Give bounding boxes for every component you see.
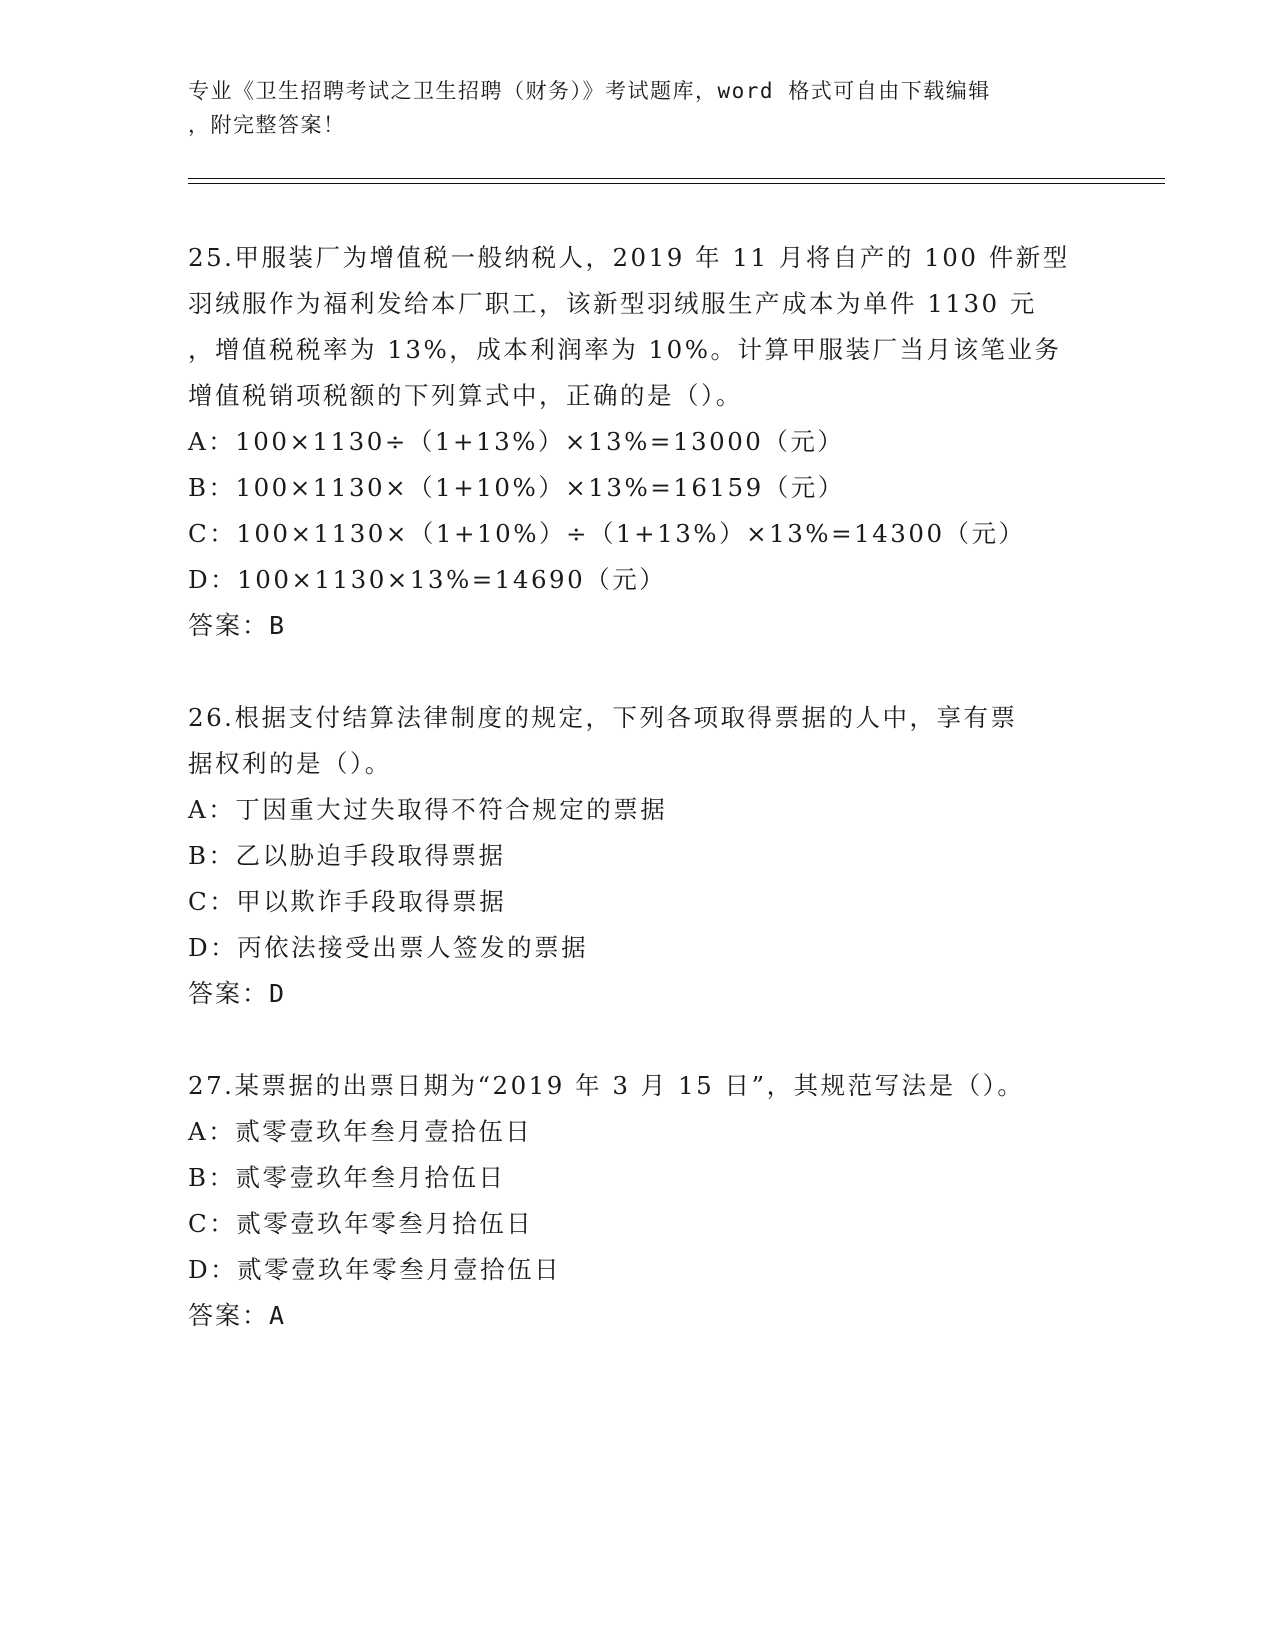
option-b: B：乙以胁迫手段取得票据	[188, 841, 506, 870]
option-c: C：甲以欺诈手段取得票据	[188, 887, 507, 916]
answer-value: D	[269, 979, 287, 1008]
option-c: C：贰零壹玖年零叁月拾伍日	[188, 1209, 534, 1238]
option-d: D：丙依法接受出票人签发的票据	[188, 933, 589, 962]
question-26	[188, 695, 1088, 1017]
answer	[188, 1293, 1088, 1339]
question-27	[188, 1063, 1088, 1339]
answer-value: B	[269, 611, 287, 640]
question-stem-line: ，增值税税率为 13%，成本利润率为 10%。计算甲服装厂当月该笔业务	[188, 335, 1062, 364]
header-line-2: ，附完整答案！	[188, 113, 346, 137]
option-a: A：100×1130÷（1+13%）×13%=13000（元）	[188, 427, 845, 456]
option-a: A：丁因重大过失取得不符合规定的票据	[188, 795, 668, 824]
answer-label: 答案：	[188, 1301, 270, 1330]
option-d: D：100×1130×13%=14690（元）	[188, 565, 667, 594]
question-25	[188, 235, 1088, 649]
option-c: C：100×1130×（1+10%）÷（1+13%）×13%=14300（元）	[188, 519, 1026, 548]
option-a: A：贰零壹玖年叁月壹拾伍日	[188, 1117, 533, 1146]
question-stem-line: 27.某票据的出票日期为“2019 年 3 月 15 日”，其规范写法是（）。	[188, 1071, 1025, 1100]
answer-value: A	[269, 1301, 287, 1330]
question-stem-line: 羽绒服作为福利发给本厂职工，该新型羽绒服生产成本为单件 1130 元	[188, 289, 1037, 318]
answer	[188, 603, 1088, 649]
question-stem-line: 增值税销项税额的下列算式中，正确的是（）。	[188, 381, 743, 410]
header-divider-top	[188, 178, 1165, 179]
answer-label: 答案：	[188, 611, 270, 640]
question-stem-line: 据权利的是（）。	[188, 749, 392, 778]
document-header	[188, 74, 1088, 142]
option-d: D：贰零壹玖年零叁月壹拾伍日	[188, 1255, 562, 1284]
answer	[188, 971, 1088, 1017]
header-line-1: 专业《卫生招聘考试之卫生招聘（财务）》考试题库，word 格式可自由下载编辑	[188, 79, 991, 103]
question-stem-line: 26.根据支付结算法律制度的规定，下列各项取得票据的人中，享有票	[188, 703, 1018, 732]
question-stem-line: 25.甲服装厂为增值税一般纳税人，2019 年 11 月将自产的 100 件新型	[188, 243, 1070, 272]
header-divider-bottom	[188, 183, 1165, 184]
option-b: B：100×1130×（1+10%）×13%=16159（元）	[188, 473, 845, 502]
answer-label: 答案：	[188, 979, 270, 1008]
option-b: B：贰零壹玖年叁月拾伍日	[188, 1163, 506, 1192]
